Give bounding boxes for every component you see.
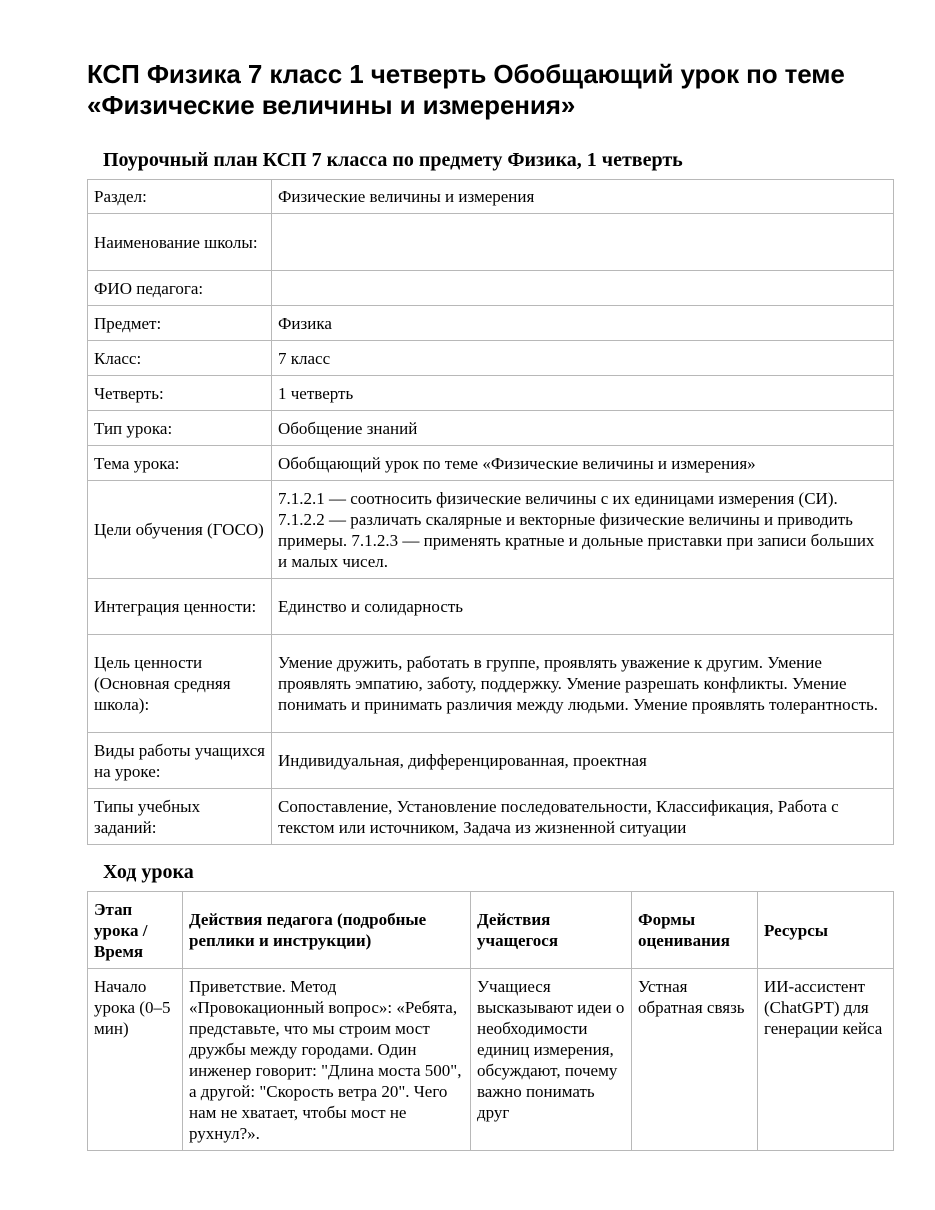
table-row <box>88 341 894 376</box>
row-label: Интеграция ценности: <box>88 579 272 635</box>
row-label: Цели обучения (ГОСО) <box>88 481 272 579</box>
lesson-flow-heading: Ход урока <box>103 861 194 883</box>
table-row <box>88 635 894 733</box>
row-value: 1 четверть <box>272 376 894 411</box>
table-row <box>88 969 894 1151</box>
row-value: Физика <box>272 306 894 341</box>
row-label: Раздел: <box>88 180 272 214</box>
cell-teacher-actions: Приветствие. Метод «Провокационный вопрос»: «Ребята, представьте, что мы строим мост дружбы между городами. Один инженер говорит: "Длина моста 500", а другой: "Скорость ветра 20". Чего нам не хватает, чтобы мост не рухнул?». <box>183 969 471 1151</box>
cell-stage: Начало урока (0–5 мин) <box>88 969 183 1151</box>
table-row <box>88 481 894 579</box>
row-value: Умение дружить, работать в группе, проявлять уважение к другим. Умение проявлять эмпатию, заботу, поддержку. Умение разрешать конфликты. Умение понимать и принимать различия между людьми. Умение проявлять толерантность. <box>272 635 894 733</box>
column-header-assessment: Формы оценивания <box>632 892 758 969</box>
row-label: Тип урока: <box>88 411 272 446</box>
row-value: Обобщение знаний <box>272 411 894 446</box>
column-header-resources: Ресурсы <box>758 892 894 969</box>
row-label: ФИО педагога: <box>88 271 272 306</box>
row-value: 7 класс <box>272 341 894 376</box>
lesson-plan-heading: Поурочный план КСП 7 класса по предмету Физика, 1 четверть <box>103 149 683 171</box>
table-row <box>88 376 894 411</box>
row-label: Предмет: <box>88 306 272 341</box>
row-label: Виды работы учащихся на уроке: <box>88 733 272 789</box>
table-row <box>88 411 894 446</box>
row-value <box>272 214 894 271</box>
lesson-flow-table <box>87 891 894 1151</box>
column-header-student-actions: Действия учащегося <box>471 892 632 969</box>
table-row <box>88 789 894 845</box>
table-row <box>88 214 894 271</box>
row-value: 7.1.2.1 — соотносить физические величины с их единицами измерения (СИ). 7.1.2.2 — различать скалярные и векторные физические величины и приводить примеры. 7.1.2.3 — применять кратные и дольные приставки при записи больших и малых чисел. <box>272 481 894 579</box>
table-row <box>88 446 894 481</box>
cell-student-actions: Учащиеся высказывают идеи о необходимости единиц измерения, обсуждают, почему важно понимать друг <box>471 969 632 1151</box>
row-label: Цель ценности (Основная средняя школа): <box>88 635 272 733</box>
table-row <box>88 579 894 635</box>
table-row <box>88 180 894 214</box>
page-title: КСП Физика 7 класс 1 четверть Обобщающий урок по теме «Физические величины и измерения» <box>87 59 845 120</box>
table-row <box>88 733 894 789</box>
lesson-plan-table <box>87 179 894 845</box>
row-value: Единство и солидарность <box>272 579 894 635</box>
row-value: Сопоставление, Установление последовательности, Классификация, Работа с текстом или источником, Задача из жизненной ситуации <box>272 789 894 845</box>
row-label: Класс: <box>88 341 272 376</box>
row-value: Физические величины и измерения <box>272 180 894 214</box>
row-label: Четверть: <box>88 376 272 411</box>
column-header-teacher-actions: Действия педагога (подробные реплики и инструкции) <box>183 892 471 969</box>
row-label: Наименование школы: <box>88 214 272 271</box>
table-row <box>88 271 894 306</box>
row-label: Типы учебных заданий: <box>88 789 272 845</box>
row-value: Индивидуальная, дифференцированная, проектная <box>272 733 894 789</box>
cell-assessment: Устная обратная связь <box>632 969 758 1151</box>
cell-resources: ИИ-ассистент (ChatGPT) для генерации кейса <box>758 969 894 1151</box>
row-value: Обобщающий урок по теме «Физические величины и измерения» <box>272 446 894 481</box>
table-header-row <box>88 892 894 969</box>
column-header-stage: Этап урока / Время <box>88 892 183 969</box>
row-label: Тема урока: <box>88 446 272 481</box>
row-value <box>272 271 894 306</box>
table-row <box>88 306 894 341</box>
